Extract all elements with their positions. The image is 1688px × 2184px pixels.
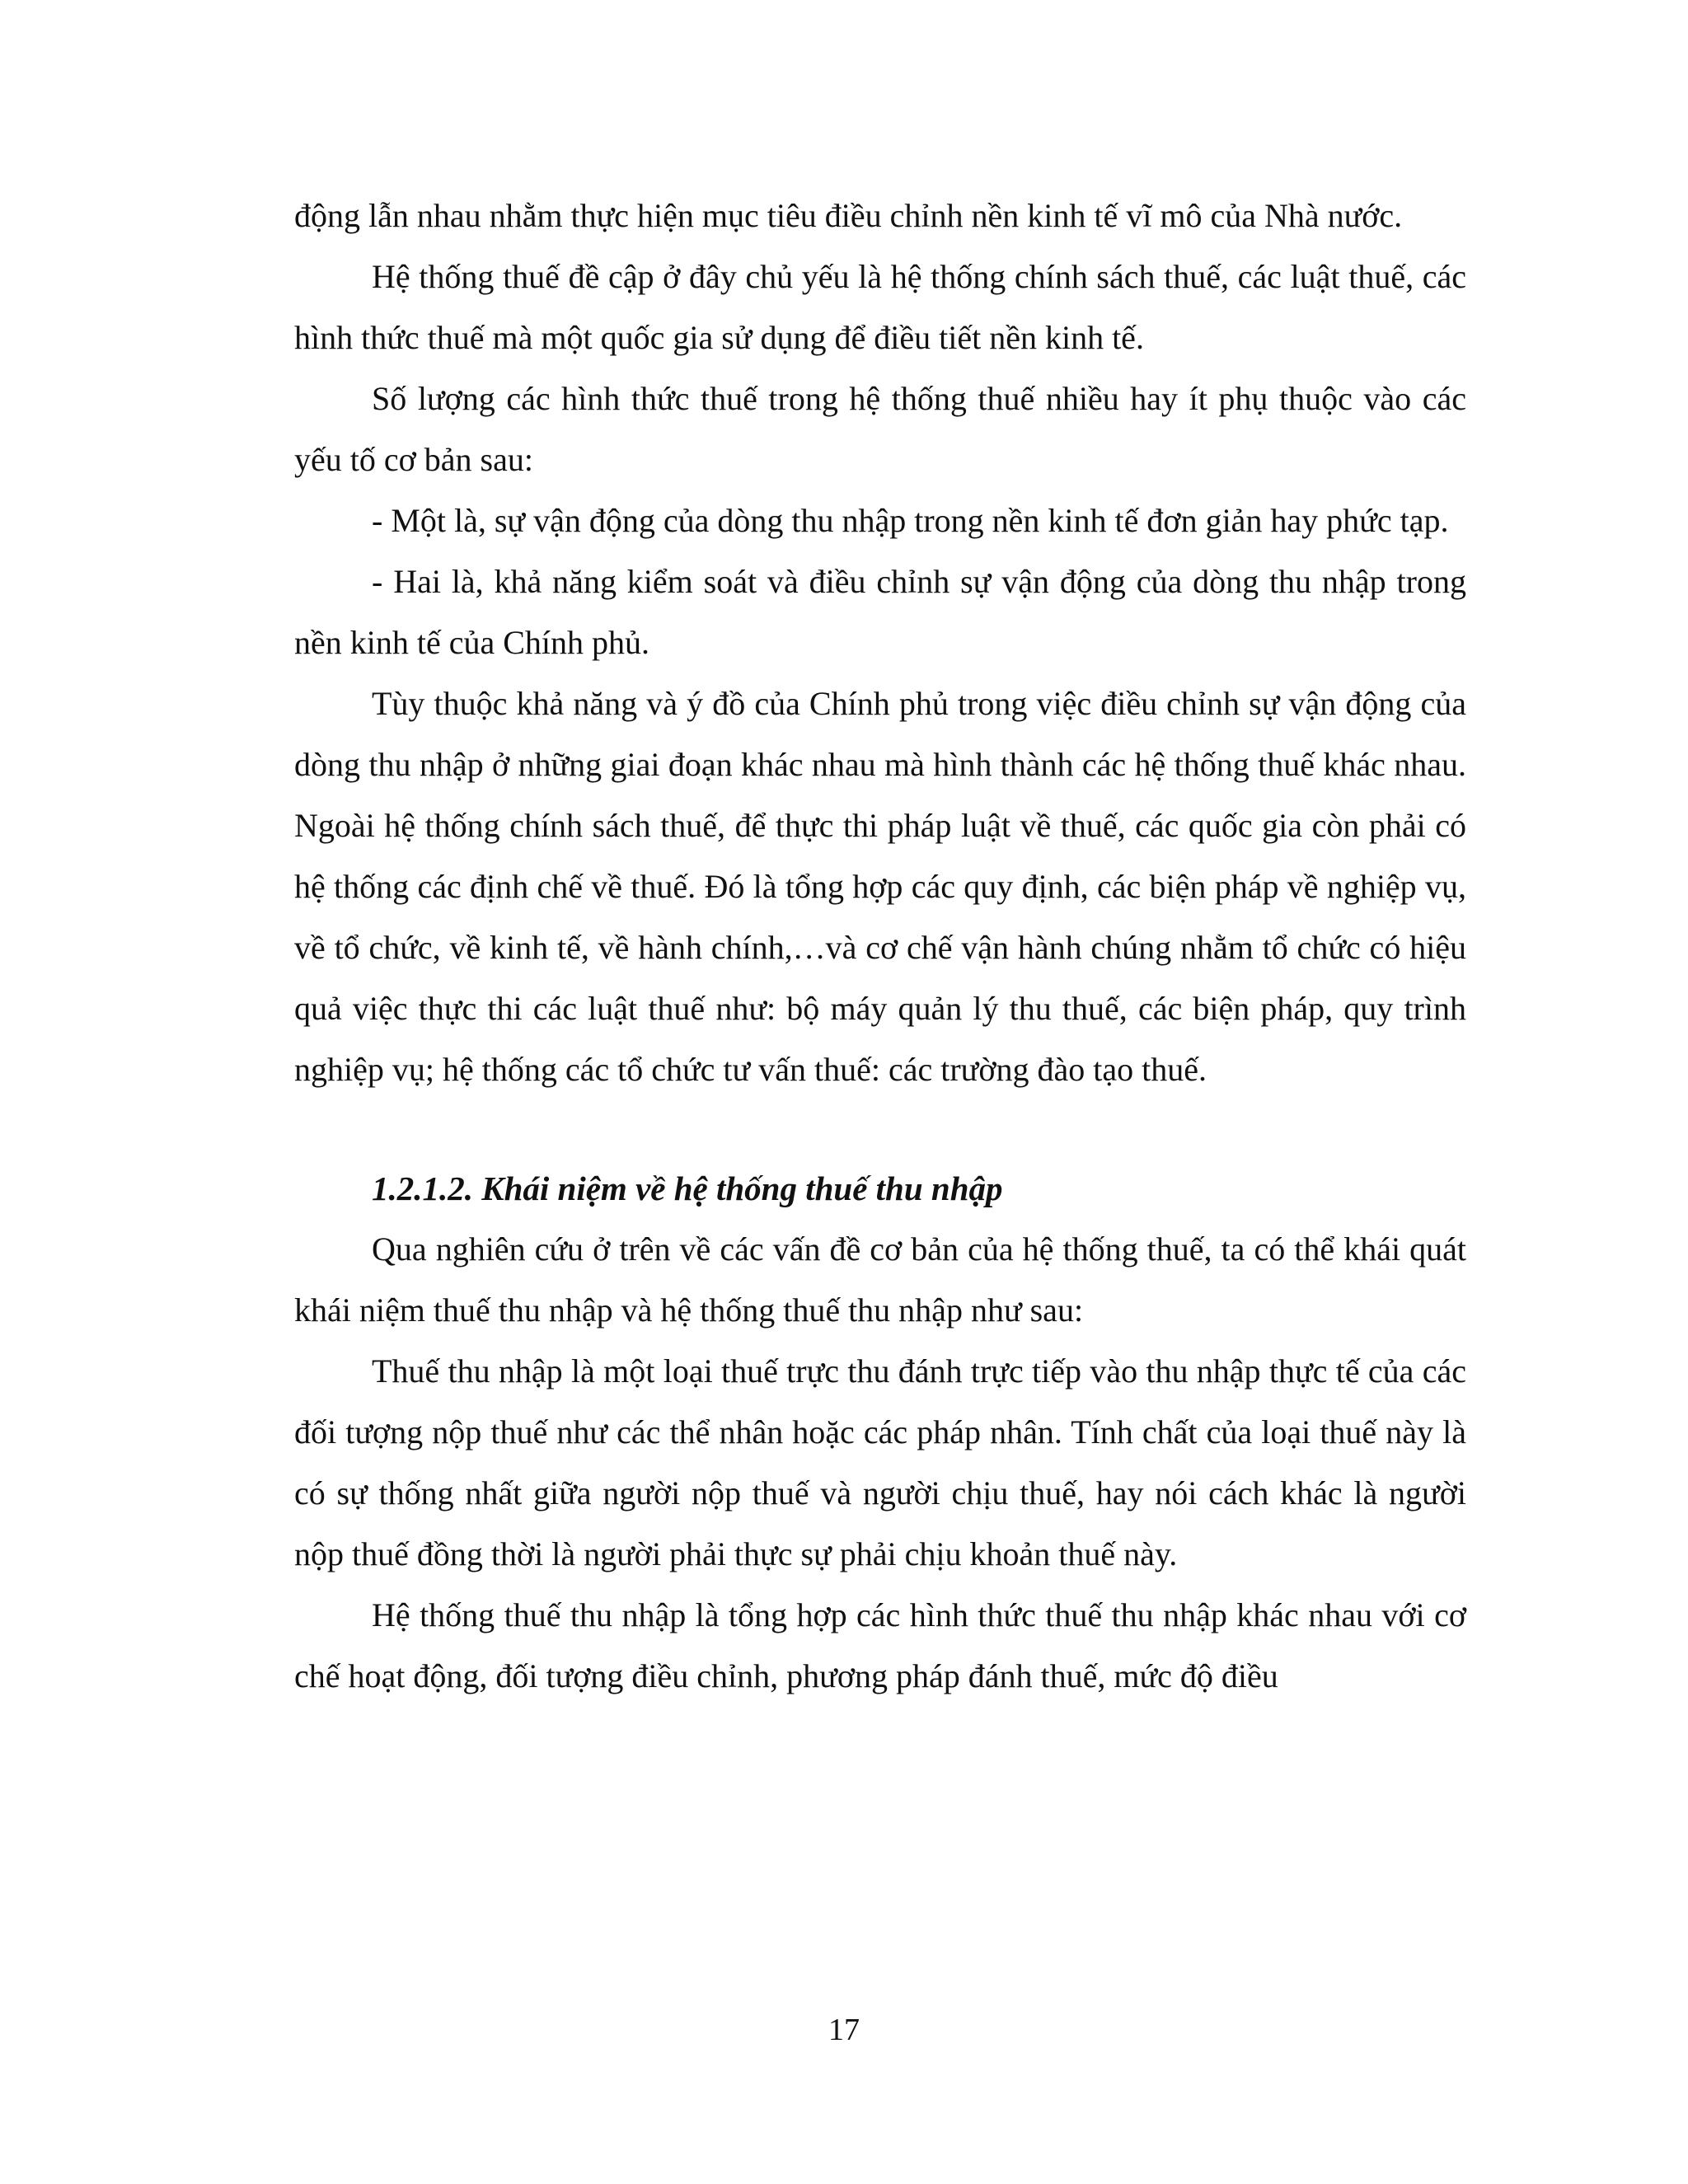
body-text [294,185,1466,1707]
paragraph-continued: động lẫn nhau nhằm thực hiện mục tiêu điều chỉnh nền kinh tế vĩ mô của Nhà nước. [294,197,1403,234]
page-number: 17 [828,2013,860,2047]
paragraph-factor-two: - Hai là, khả năng kiểm soát và điều chỉnh sự vận động của dòng thu nhập trong nền kinh tế của Chính phủ. [294,563,1466,661]
paragraph-number-of-forms: Số lượng các hình thức thuế trong hệ thống thuế nhiều hay ít phụ thuộc vào các yếu tố cơ bản sau: [294,380,1466,478]
paragraph-income-tax-system: Hệ thống thuế thu nhập là tổng hợp các hình thức thuế thu nhập khác nhau với cơ chế hoạt động, đối tượng điều chỉnh, phương pháp đánh thuế, mức độ điều [294,1596,1466,1694]
paragraph-income-tax-definition: Thuế thu nhập là một loại thuế trực thu đánh trực tiếp vào thu nhập thực tế của các đối tượng nộp thuế như các thể nhân hoặc các pháp nhân. Tính chất của loại thuế này là có sự thống nhất giữa người nộp thuế và người chịu thuế, hay nói cách khác là người nộp thuế đồng thời là người phải thực sự phải chịu khoản thuế này. [294,1352,1466,1572]
paragraph-research: Qua nghiên cứu ở trên về các vấn đề cơ bản của hệ thống thuế, ta có thể khái quát khái niệm thuế thu nhập và hệ thống thuế thu nhập như sau: [294,1230,1466,1329]
paragraph-depending: Tùy thuộc khả năng và ý đồ của Chính phủ trong việc điều chỉnh sự vận động của dòng thu nhập ở những giai đoạn khác nhau mà hình thành các hệ thống thuế khác nhau. Ngoài hệ thống chính sách thuế, để thực thi pháp luật về thuế, các quốc gia còn phải có hệ thống các định chế về thuế. Đó là tổng hợp các quy định, các biện pháp về nghiệp vụ, về tổ chức, về kinh tế, về hành chính,…và cơ chế vận hành chúng nhằm tổ chức có hiệu quả việc thực thi các luật thuế như: bộ máy quản lý thu thuế, các biện pháp, quy trình nghiệp vụ; hệ thống các tổ chức tư vấn thuế: các trường đào tạo thuế. [294,685,1466,1088]
paragraph-factor-one: - Một là, sự vận động của dòng thu nhập trong nền kinh tế đơn giản hay phức tạp. [372,502,1449,539]
section-heading: 1.2.1.2. Khái niệm về hệ thống thuế thu nhập [372,1169,1003,1207]
paragraph-tax-system: Hệ thống thuế đề cập ở đây chủ yếu là hệ thống chính sách thuế, các luật thuế, các hình thức thuế mà một quốc gia sử dụng để điều tiết nền kinh tế. [294,258,1466,356]
